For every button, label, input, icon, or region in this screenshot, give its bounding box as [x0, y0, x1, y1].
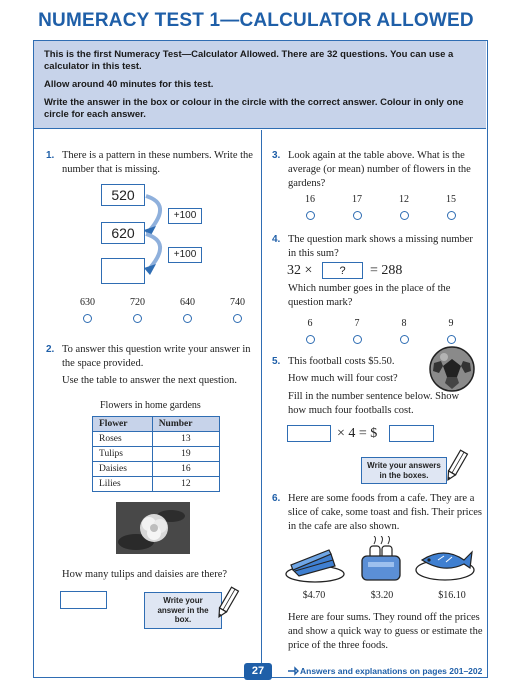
q3-options	[297, 194, 464, 220]
answer-circle[interactable]	[306, 335, 315, 344]
question-5	[272, 355, 432, 386]
option-label: 7	[354, 318, 360, 329]
table-header-row	[93, 417, 220, 432]
answer-circle[interactable]	[83, 314, 92, 323]
price-label: $3.20	[370, 590, 394, 601]
instructions-panel	[34, 41, 486, 129]
question-text-2: Use the table to answer the next question.	[62, 375, 237, 386]
option[interactable]	[344, 194, 370, 220]
toast-icon	[354, 536, 410, 584]
answer-box[interactable]	[60, 591, 107, 609]
fish-icon	[414, 540, 476, 584]
cake-icon	[283, 540, 347, 584]
step-label-2: +100	[168, 247, 202, 263]
option[interactable]	[70, 297, 105, 323]
column-divider	[261, 130, 262, 675]
option-label: 6	[307, 318, 313, 329]
missing-number-box: ?	[322, 262, 363, 279]
option[interactable]	[297, 194, 323, 220]
answer-circle[interactable]	[233, 314, 242, 323]
option[interactable]	[344, 318, 370, 344]
question-4	[272, 233, 482, 261]
question-text: The question mark shows a missing number in this sum?	[288, 234, 473, 259]
price-label: $4.70	[302, 590, 326, 601]
table-title: Flowers in home gardens	[100, 400, 201, 411]
instruction-line: This is the first Numeracy Test—Calculator Allowed. There are 32 questions. You can use a calculator in this test.	[44, 49, 454, 72]
pattern-box-1: 520	[101, 184, 145, 206]
question-text: To answer this question write your answer in the space provided.	[62, 344, 251, 369]
instruction-line: Write the answer in the box or colour in the circle with the correct answer. Colour in only one circle for each answer.	[44, 97, 464, 120]
option-label: 8	[401, 318, 407, 329]
option[interactable]	[438, 318, 464, 344]
question-1	[46, 149, 256, 177]
step-label-1: +100	[168, 208, 202, 224]
question-number: 4.	[272, 234, 281, 245]
table-cell: 16	[152, 462, 219, 477]
table-cell: 12	[152, 477, 219, 492]
option-label: 17	[352, 194, 362, 205]
question-prompt: How many tulips and daisies are there?	[62, 569, 228, 580]
flowers-table	[92, 416, 220, 492]
option-label: 9	[448, 318, 454, 329]
table-row	[93, 447, 220, 462]
question-text-3: Fill in the number sentence below. Show how much four footballs cost.	[288, 391, 460, 416]
option-label: 15	[446, 194, 456, 205]
q4-options	[297, 318, 464, 344]
option[interactable]	[438, 194, 464, 220]
question-text-2: Here are four sums. They round off the prices and show a quick way to guess or estimate the price of the three foods.	[288, 612, 483, 651]
answer-circle[interactable]	[447, 335, 456, 344]
arrow-curve-2	[146, 234, 160, 268]
football-icon	[428, 345, 476, 393]
pencil-icon	[214, 585, 240, 621]
option[interactable]	[391, 194, 417, 220]
table-row	[93, 462, 220, 477]
table-cell: Tulips	[93, 447, 153, 462]
question-number: 2.	[46, 344, 55, 355]
option[interactable]	[220, 297, 255, 323]
question-number: 1.	[46, 150, 55, 161]
option-label: 740	[230, 297, 245, 308]
question-6	[272, 492, 482, 534]
question-number: 5.	[272, 356, 281, 367]
question-text: This football costs $5.50.	[288, 356, 395, 367]
option-label: 640	[180, 297, 195, 308]
table-cell: Roses	[93, 432, 153, 447]
price-row	[290, 590, 476, 601]
answer-circle[interactable]	[133, 314, 142, 323]
answer-circle[interactable]	[353, 335, 362, 344]
pattern-box-2: 620	[101, 222, 145, 244]
table-cell: Lilies	[93, 477, 153, 492]
answer-circle[interactable]	[306, 211, 315, 220]
question-number: 3.	[272, 150, 281, 161]
option[interactable]	[120, 297, 155, 323]
table-header: Number	[152, 417, 219, 432]
pattern-arrows	[140, 190, 180, 280]
option-label: 630	[80, 297, 95, 308]
equation-right: = 288	[370, 263, 403, 278]
answer-circle[interactable]	[353, 211, 362, 220]
page-title: NUMERACY TEST 1—CALCULATOR ALLOWED	[38, 10, 474, 31]
instruction-line: Allow around 40 minutes for this test.	[44, 79, 214, 90]
answer-circle[interactable]	[400, 335, 409, 344]
option-label: 16	[305, 194, 315, 205]
option[interactable]	[297, 318, 323, 344]
question-3	[272, 149, 482, 191]
question-text-2: Which number goes in the place of the question mark?	[288, 283, 451, 308]
answers-reference[interactable]: Answers and explanations on pages 201–202	[300, 666, 483, 676]
answer-box[interactable]	[389, 425, 434, 442]
option[interactable]	[170, 297, 205, 323]
flower-photo	[116, 502, 190, 554]
answer-box[interactable]	[287, 425, 331, 442]
answer-circle[interactable]	[183, 314, 192, 323]
table-cell: Daisies	[93, 462, 153, 477]
option-label: 12	[399, 194, 409, 205]
answer-circle[interactable]	[400, 211, 409, 220]
option-label: 720	[130, 297, 145, 308]
arrow-curve-1	[146, 196, 160, 230]
table-header: Flower	[93, 417, 153, 432]
question-number: 6.	[272, 493, 281, 504]
question-text-2: How much will four cost?	[288, 373, 398, 384]
hint-box: Write your answer in the box.	[144, 592, 222, 629]
question-2	[46, 343, 256, 388]
answer-circle[interactable]	[447, 211, 456, 220]
question-text: Here are some foods from a cafe. They are a slice of cake, some toast and fish. Their prices in the cafe are also shown.	[288, 493, 482, 532]
table-cell: 13	[152, 432, 219, 447]
question-text: There is a pattern in these numbers. Write the number that is missing.	[62, 150, 253, 175]
pencil-icon	[443, 448, 469, 486]
missing-number-box[interactable]	[101, 258, 145, 284]
q1-options	[70, 297, 255, 323]
price-label: $16.10	[438, 590, 466, 601]
equation-left: 32 ×	[287, 263, 313, 278]
page-number: 27	[244, 663, 272, 680]
table-row	[93, 432, 220, 447]
option[interactable]	[391, 318, 417, 344]
table-cell: 19	[152, 447, 219, 462]
equation-middle: × 4 = $	[337, 426, 378, 441]
hand-pointer-icon	[287, 666, 299, 676]
table-row	[93, 477, 220, 492]
question-text: Look again at the table above. What is the average (or mean) number of flowers in the gardens?	[288, 150, 471, 189]
hint-box: Write your answers in the boxes.	[361, 457, 447, 484]
